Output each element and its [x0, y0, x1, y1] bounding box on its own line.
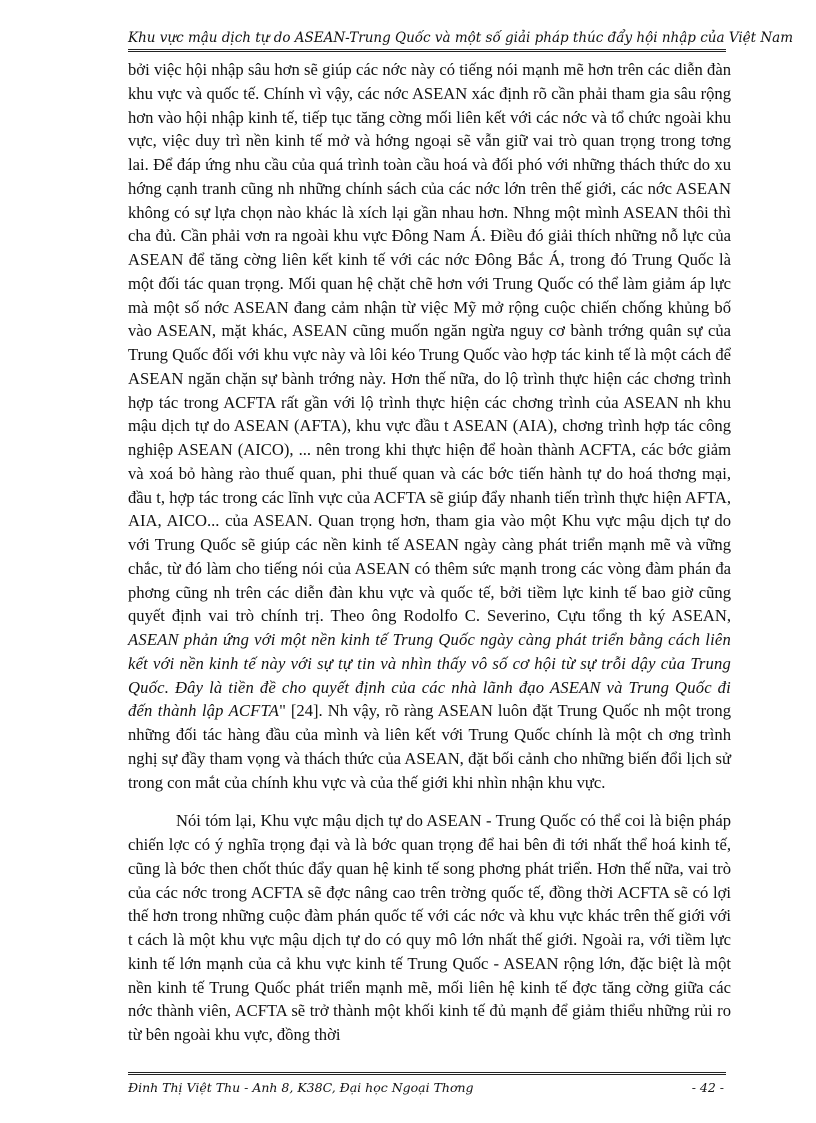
header-rule: [128, 49, 726, 52]
footer-author: Đinh Thị Việt Thu - Anh 8, K38C, Đại học Ngoại Thơng: [128, 1080, 474, 1095]
running-header: Khu vực mậu dịch tự do ASEAN-Trung Quốc và một số giải pháp thúc đẩy hội nhập của Việt Nam: [128, 30, 794, 46]
severino-quote: ASEAN phản ứng với một nền kinh tế Trung Quốc ngày càng phát triển bằng cách liên kết với nền kinh tế này với sự tự tin và nhìn thấy vô số cơ hội từ sự trỗi dậy của Trung Quốc. Đây là tiền đề cho quyết định của các nhà lãnh đạo ASEAN và Trung Quốc đi đến thành lập ACFTA: [128, 630, 731, 721]
paragraph-2: Nói tóm lại, Khu vực mậu dịch tự do ASEAN - Trung Quốc có thể coi là biện pháp chiến lợc có ý nghĩa trọng đại và là bớc quan trọng để hai bên đi tới nhất thể hoá kinh tế, cũng là bớc then chốt thúc đẩy quan hệ kinh tế song phơng phát triển. Hơn thế nữa, vai trò của các nớc trong ACFTA sẽ đợc nâng cao trên trờng quốc tế, đồng thời ACFTA sẽ có lợi thế hơn trong những cuộc đàm phán quốc tế với các nớc và khu vực khác trên thế giới với t cách là một khu vực mậu dịch tự do có quy mô lớn nhất thế giới. Ngoài ra, với tiềm lực kinh tế lớn mạnh của cả khu vực kinh tế Trung Quốc - ASEAN rộng lớn, đặc biệt là một nền kinh tế Trung Quốc phát triển mạnh mẽ, mối liên hệ kinh tế đợc tăng cờng giữa các nớc thành viên, ACFTA sẽ trở thành một khối kinh tế đủ mạnh để giảm thiểu những rủi ro từ bên ngoài khu vực, đồng thời: [128, 811, 731, 1044]
footer-rule: [128, 1072, 726, 1075]
paragraph-1-continuation: " [24]. Nh vậy, rõ ràng ASEAN luôn đặt Trung Quốc nh một trong những đối tác hàng đầu của mình và liên kết với Trung Quốc chính là một ch ơng trình nghị sự đầy tham vọng và thách thức của ASEAN, đặt bối cảnh cho những biến đổi lịch sử trong con mắt của chính khu vực và của thế giới khi nhìn nhận khu vực.: [128, 701, 731, 792]
paragraph-1: [128, 58, 731, 794]
page-number: - 42 -: [691, 1080, 724, 1095]
page-body: [128, 58, 731, 1068]
paragraph-1-text: bởi việc hội nhập sâu hơn sẽ giúp các nớc này có tiếng nói mạnh mẽ hơn trên các diễn đàn khu vực và quốc tế. Chính vì vậy, các nớc ASEAN xác định rõ cần phải tham gia sâu rộng hơn vào hội nhập kinh tế, tiếp tục tăng cờng mối liên kết với các nớc và tổ chức ngoài khu vực, việc duy trì nền kinh tế mở và hớng ngoại sẽ vẫn giữ vai trò quan trọng trong tơng lai. Để đáp ứng nhu cầu của quá trình toàn cầu hoá và đối phó với những thách thức do xu hớng cạnh tranh cũng nh những chính sách của các nớc lớn trên thế giới, các nớc ASEAN không có sự lựa chọn nào khác là xích lại gần nhau hơn. Nhng một mình ASEAN thôi thì cha đủ. Cần phải vơn ra ngoài khu vực Đông Nam Á. Điều đó giải thích những nỗ lực của ASEAN để tăng cờng liên kết kinh tế với các nớc Đông Bắc Á, trong đó Trung Quốc là một đối tác quan trọng. Mối quan hệ chặt chẽ hơn với Trung Quốc có thể làm giảm áp lực mà một số nớc ASEAN đang cảm nhận từ việc Mỹ mở rộng cuộc chiến chống khủng bố vào ASEAN, mặt khác, ASEAN cũng muốn ngăn ngừa nguy cơ bành trớng quân sự của Trung Quốc đối với khu vực này và lôi kéo Trung Quốc vào hợp tác kinh tế là một cách để ASEAN ngăn chặn sự bành trớng này. Hơn thế nữa, do lộ trình thực hiện các chơng trình hợp tác trong ACFTA rất gần với lộ trình thực hiện các chơng trình của ASEAN nh khu mậu dịch tự do ASEAN (AFTA), khu vực đầu t ASEAN (AIA), chơng trình hợp tác công nghiệp ASEAN (AICO), ... nên trong khi thực hiện để hoàn thành ACFTA, các bớc giảm và xoá bỏ hàng rào thuế quan, phi thuế quan và các bớc tiến hành tự do hoá thơng mại, đầu t, hợp tác trong các lĩnh vực của ACFTA sẽ giúp đẩy nhanh tiến trình thực hiện AFTA, AIA, AICO... của ASEAN. Quan trọng hơn, tham gia vào một Khu vực mậu dịch tự do với Trung Quốc sẽ giúp các nền kinh tế ASEAN ngày càng phát triển mạnh mẽ và vững chắc, từ đó làm cho tiếng nói của ASEAN có thêm sức mạnh trong các vòng đàm phán đa phơng cũng nh trên các diễn đàn khu vực và quốc tế, bởi tiềm lực kinh tế bao giờ cũng quyết định vai trò chính trị. Theo ông Rodolfo C. Severino, Cựu tổng th ký ASEAN,: [128, 60, 731, 626]
